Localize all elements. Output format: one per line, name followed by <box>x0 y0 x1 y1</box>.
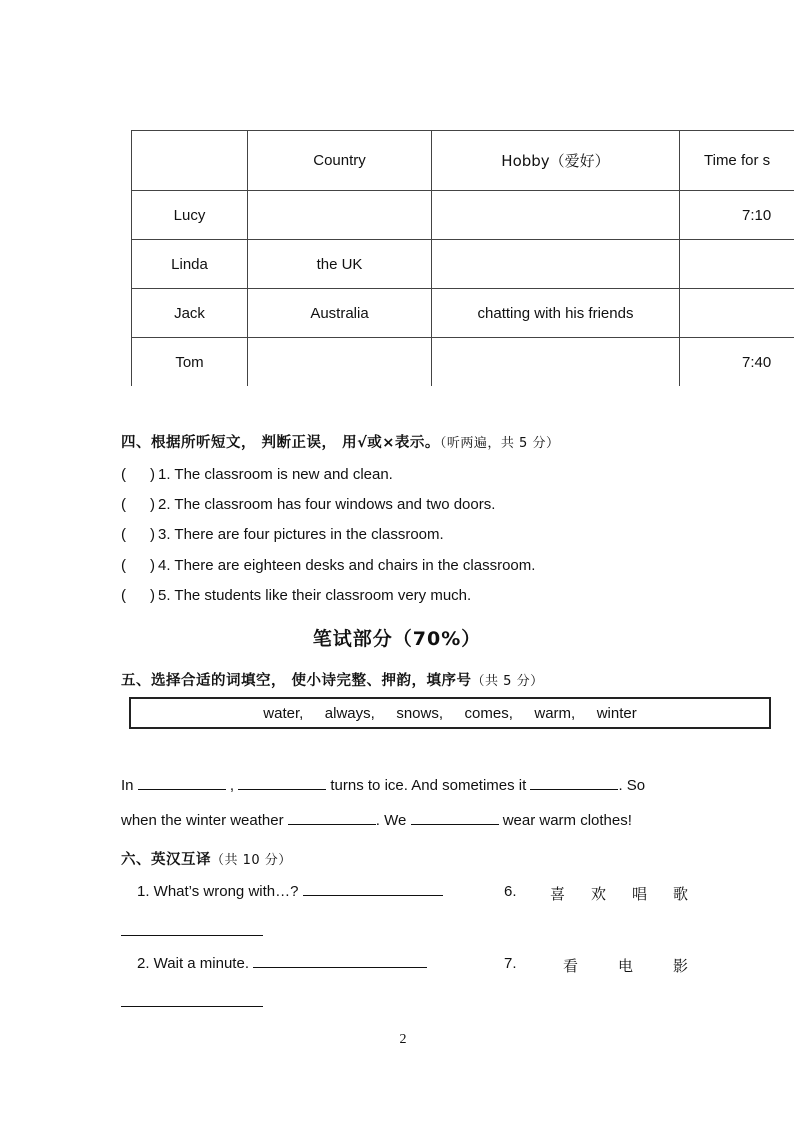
statement-text: 1. The classroom is new and clean. <box>158 466 393 483</box>
hanzi: 唱 <box>631 885 647 903</box>
table-row <box>132 191 794 240</box>
section6-heading <box>121 848 292 869</box>
statement-text: 3. There are four pictures in the classroom. <box>158 526 444 543</box>
answer-paren[interactable]: ( ) <box>121 466 155 483</box>
poem-text: when the winter weather <box>121 812 284 829</box>
judgment-item <box>121 466 393 483</box>
table-header-row <box>132 131 794 191</box>
section5-heading <box>121 669 544 690</box>
poem-text: . So <box>618 777 646 794</box>
table-row <box>132 338 794 387</box>
table-header-cell: Country <box>248 131 432 191</box>
table-cell <box>432 191 680 240</box>
table-cell: Australia <box>248 289 432 338</box>
section4-note: （听两遍，共 5 分） <box>439 436 560 451</box>
judgment-item <box>121 526 444 543</box>
hanzi: 喜 <box>550 885 566 903</box>
translation-q6-chars <box>550 883 688 904</box>
hanzi: 欢 <box>590 885 606 903</box>
table-cell: Tom <box>132 338 248 387</box>
table-header-cell <box>132 131 248 191</box>
section5-note: （共 5 分） <box>471 674 544 689</box>
info-table <box>131 130 794 386</box>
judgment-item <box>121 496 495 513</box>
hanzi: 影 <box>672 957 688 975</box>
answer-blank[interactable] <box>530 777 618 790</box>
answer-paren[interactable]: ( ) <box>121 526 155 543</box>
word-bank: water, always, snows, comes, warm, winter <box>263 705 637 722</box>
table-row <box>132 289 794 338</box>
translation-q1 <box>137 883 443 900</box>
table-cell: Lucy <box>132 191 248 240</box>
section4-heading <box>121 431 559 452</box>
answer-blank[interactable] <box>303 883 443 896</box>
question-text: 2. Wait a minute. <box>137 955 249 972</box>
section5-title: 五、选择合适的词填空， 使小诗完整、押韵，填序号 <box>121 673 472 689</box>
table-header-cell: Hobby（爱好） <box>432 131 680 191</box>
table-cell: 7:10 <box>680 191 794 240</box>
poem-line-2 <box>121 812 632 829</box>
table-cell: Linda <box>132 240 248 289</box>
answer-paren[interactable]: ( ) <box>121 587 155 604</box>
answer-paren[interactable]: ( ) <box>121 496 155 513</box>
table-cell <box>680 289 794 338</box>
poem-text: . We <box>375 812 407 829</box>
answer-paren[interactable]: ( ) <box>121 557 155 574</box>
table-header-cell: Time for s <box>680 131 794 191</box>
translation-q7-chars <box>563 955 688 976</box>
answer-blank[interactable] <box>411 812 499 825</box>
statement-text: 4. There are eighteen desks and chairs in the classroom. <box>158 557 536 574</box>
table-cell: Jack <box>132 289 248 338</box>
poem-text: turns to ice. And sometimes it <box>330 777 527 794</box>
table-cell <box>680 240 794 289</box>
judgment-item <box>121 557 535 574</box>
hanzi: 电 <box>617 957 633 975</box>
poem-text: wear warm clothes! <box>502 812 632 829</box>
answer-blank[interactable] <box>138 777 226 790</box>
answer-blank[interactable] <box>238 777 326 790</box>
answer-line[interactable] <box>121 1006 263 1007</box>
section4-title: 四、根据所听短文， 判断正误， 用√或×表示。 <box>121 435 440 451</box>
section6-title: 六、英汉互译 <box>121 852 211 868</box>
poem-text: , <box>229 777 235 794</box>
table-cell <box>432 240 680 289</box>
table-cell <box>432 338 680 387</box>
table-cell: 7:40 <box>680 338 794 387</box>
answer-blank[interactable] <box>288 812 376 825</box>
word-bank-box <box>129 697 771 729</box>
answer-line[interactable] <box>121 935 263 936</box>
question-text: 1. What’s wrong with…? <box>137 883 299 900</box>
section6-note: （共 10 分） <box>211 853 292 868</box>
statement-text: 2. The classroom has four windows and two doors. <box>158 496 496 513</box>
table-cell <box>248 338 432 387</box>
translation-q2 <box>137 955 427 972</box>
hanzi: 歌 <box>672 885 688 903</box>
statement-text: 5. The students like their classroom very much. <box>158 587 472 604</box>
translation-q7-number: 7. <box>504 955 517 972</box>
hanzi: 看 <box>563 957 579 975</box>
poem-text: In <box>121 777 134 794</box>
written-part-title: 笔试部分（70%） <box>312 628 482 650</box>
table-row <box>132 240 794 289</box>
table-cell: the UK <box>248 240 432 289</box>
judgment-item <box>121 587 471 604</box>
page-number: 2 <box>399 1032 407 1047</box>
table-cell <box>248 191 432 240</box>
answer-blank[interactable] <box>253 955 427 968</box>
translation-q6-number: 6. <box>504 883 517 900</box>
poem-line-1 <box>121 777 645 794</box>
table-cell: chatting with his friends <box>432 289 680 338</box>
